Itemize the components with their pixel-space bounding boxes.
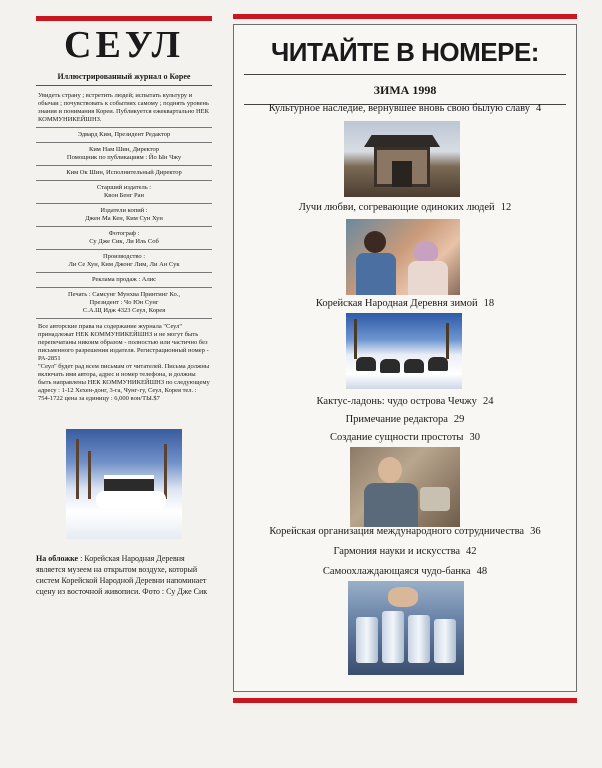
toc-page: 18 [483, 298, 495, 309]
magazine-subtitle: Иллюстрированный журнал о Корее [57, 72, 191, 81]
toc-page: 29 [453, 414, 465, 425]
credit-director: Ким Нам Шин, Директор Помощник по публикациям : Йо Ын Чжу [36, 142, 212, 165]
toc-item[interactable] [234, 202, 576, 213]
toc-item[interactable] [234, 432, 576, 443]
toc-page: 12 [500, 202, 512, 213]
toc-title: Культурное наследие, вернувшее вновь свою былую славу [268, 103, 531, 114]
credit-senior-publisher: Старший издатель : Квон Бенг Ран [36, 180, 212, 203]
toc-title: Кактус-ладонь: чудо острова Чечжу [316, 396, 477, 407]
toc-page: 48 [476, 566, 488, 577]
photo-people [346, 219, 460, 295]
toc-title: Корейская организация международного сотрудничества [269, 526, 525, 537]
cover-caption [36, 553, 212, 597]
right-bottom-red-bar [233, 698, 577, 703]
credit-copy-editors: Издатели копий : Джен Ма Кен, Ким Сун Хун [36, 203, 212, 226]
toc-title: Корейская Народная Деревня зимой [315, 298, 478, 309]
toc-page: 36 [530, 526, 541, 537]
divider [36, 85, 212, 86]
issue-label: ЗИМА 1998 [373, 83, 437, 97]
masthead-column [36, 16, 212, 597]
contents-panel [233, 24, 577, 692]
photo-folk-village [346, 313, 462, 389]
credit-editor: Эдвард Ким, Президент Редактор [36, 127, 212, 142]
right-top-red-bar [233, 14, 577, 19]
credit-photographers: Фотограф : Су Дже Сик, Ли Иль Соб [36, 226, 212, 249]
toc-page: 42 [466, 546, 477, 557]
toc-item[interactable] [234, 526, 576, 537]
toc-item[interactable] [234, 414, 576, 425]
intro-text: Увидеть страну ; встретить людей; испытать культуру и обычаи ; почувствовать к событиях самому ; поднять уровень знания и понимания Кореи. Публикуется ежеквартально НЕК КОММУНИКЕЙШНЗ. [38, 92, 209, 123]
cover-caption-label: На обложке [36, 554, 79, 563]
toc-title: Самоохлаждающаяся чудо-банка [322, 566, 471, 577]
credit-printing: Печать : Самсунг Мунхва Принтинг Ко., Президент : Чо Юн Сунг С.А.Щ Идж 4323 Сеул, Корея [36, 287, 212, 318]
copyright-notice: Все авторские права на содержание журнала "Сеул" принадлежат НЕК КОММУНИКЕЙШНЗ и не могут быть перепечатаны никоим образом - полностью или частично без письменного разрешения издателя. Регистрационный номер - РА-2851 "Сеул" будет рад всем письмам от читателей. Письма должны включать имя автора, адрес и номер телефона, и должны быть направлены НЕК КОММУНИКЕЙШНЗ по следующему адресу : 1-12 Хехен-донг, 3-га, Чунг-гу, Сеул, Корея тел. : 754-1722 цена за единицу : 6,000 вон/ТЫ.$7 [36, 318, 212, 407]
credit-executive: Ким Ок Шин, Исполнительный Директор [36, 165, 212, 180]
photo-cans [348, 581, 464, 675]
toc-page: 24 [482, 396, 494, 407]
toc-item[interactable] [234, 546, 576, 557]
credit-production: Производство : Ли Се Хун, Ким Джонг Лим, Ли Ан Сук [36, 249, 212, 272]
toc-title: Создание сущности простоты [330, 432, 464, 443]
credit-advertising: Реклама продаж : Алис [36, 272, 212, 287]
issue-rule [244, 74, 566, 75]
toc-item[interactable] [234, 566, 576, 577]
toc-title: Лучи любви, согревающие одиноких людей [298, 202, 495, 213]
photo-gate [344, 121, 460, 197]
magazine-title: СЕУЛ [64, 24, 184, 66]
toc-page: 30 [469, 432, 480, 443]
cover-caption-text: : Корейская Народная Деревня является музеем на открытом воздухе, который систем Корейской Народной Деревни напоминает сцену из восточной живописи. Фото : Су Дже Сик [36, 554, 208, 596]
toc-item[interactable] [234, 103, 576, 114]
cover-photo [66, 429, 182, 539]
toc-item[interactable] [234, 396, 576, 407]
photo-craftsman [350, 447, 460, 527]
contents-heading: ЧИТАЙТЕ В НОМЕРЕ: [271, 37, 539, 67]
toc-item[interactable] [234, 298, 576, 309]
toc-page: 4 [536, 103, 542, 114]
toc-title: Примечание редактора [345, 414, 448, 425]
toc-title: Гармония науки и искусства [333, 546, 461, 557]
